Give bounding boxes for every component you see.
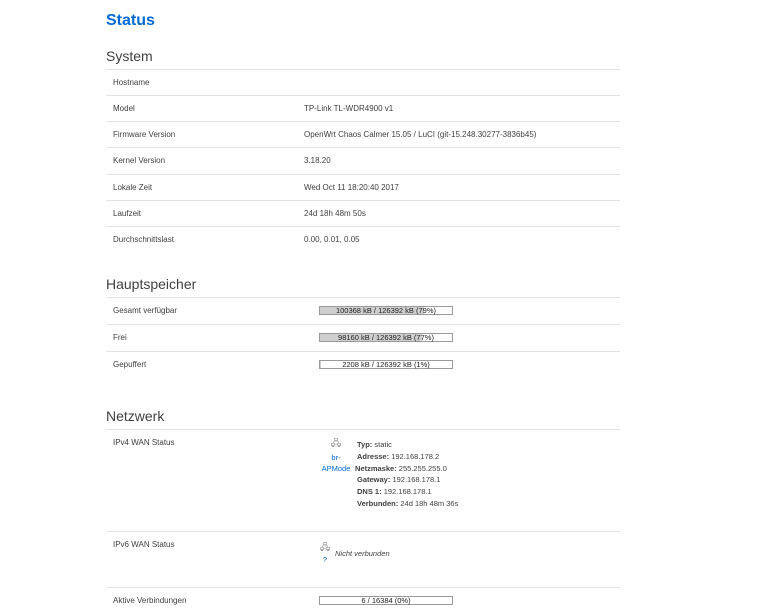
ipv4-wan-status-label: IPv4 WAN Status	[113, 438, 175, 447]
network-table	[106, 429, 620, 612]
load-average-label: Durchschnittslast	[113, 235, 174, 244]
hostname-label: Hostname	[113, 78, 150, 87]
table-row	[106, 147, 620, 174]
free-text: 98160 kB / 126392 kB (77%)	[338, 333, 434, 342]
dns-value: 192.168.178.1	[383, 487, 432, 497]
model-label: Model	[113, 104, 135, 113]
active-connections-label: Aktive Verbindungen	[113, 596, 187, 605]
gateway-value: 192.168.178.1	[392, 475, 441, 485]
gateway-label: Gateway:	[357, 475, 391, 485]
system-section-title: System	[106, 48, 153, 64]
local-time-value: Wed Oct 11 18:20:40 2017	[304, 183, 399, 192]
netmask-value: 255.255.255.0	[398, 463, 447, 473]
memory-table	[106, 297, 620, 378]
table-row	[106, 69, 620, 95]
system-table	[106, 69, 620, 252]
ipv4-interface-line1: br-	[331, 453, 341, 462]
address-value: 192.168.178.2	[391, 451, 440, 461]
buffered-label: Gepuffert	[113, 360, 147, 369]
table-row	[106, 95, 620, 121]
table-row	[106, 174, 620, 200]
uptime-label: Laufzeit	[113, 209, 142, 218]
table-row	[106, 226, 620, 252]
ipv4-details	[357, 439, 458, 510]
table-row	[106, 121, 620, 147]
dns-label: DNS 1:	[357, 487, 382, 497]
firmware-version-value: OpenWrt Chaos Calmer 15.05 / LuCI (git-15.248.30277-3836b45)	[304, 130, 537, 139]
memory-section-title: Hauptspeicher	[106, 276, 197, 292]
firmware-version-label: Firmware Version	[113, 130, 176, 139]
connected-value: 24d 18h 48m 36s	[400, 498, 459, 508]
table-row	[106, 587, 620, 612]
table-row	[106, 297, 620, 324]
total-available-bar	[319, 306, 453, 315]
address-label: Adresse:	[357, 451, 390, 461]
ipv4-interface-name[interactable]	[320, 452, 352, 474]
network-section-title: Netzwerk	[106, 408, 165, 424]
buffered-text: 2208 kB / 126392 kB (1%)	[342, 360, 430, 369]
table-row	[106, 531, 620, 587]
table-row	[106, 429, 620, 531]
free-label: Frei	[113, 333, 127, 342]
page-title: Status	[106, 12, 155, 29]
uptime-value: 24d 18h 48m 50s	[304, 209, 366, 218]
ipv6-wan-status-label: IPv6 WAN Status	[113, 540, 175, 549]
active-connections-text: 6 / 16384 (0%)	[361, 596, 411, 605]
table-row	[106, 324, 620, 351]
type-label: Typ:	[357, 440, 373, 449]
model-value: TP-Link TL-WDR4900 v1	[304, 104, 394, 113]
ipv4-interface-line2: APMode	[321, 464, 351, 473]
kernel-version-label: Kernel Version	[113, 156, 166, 165]
active-connections-bar	[319, 596, 453, 605]
ipv6-interface-name: ?	[322, 555, 328, 564]
netmask-label: Netzmaske:	[355, 463, 397, 473]
network-interface-icon: 🖧	[320, 542, 331, 552]
load-average-value: 0.00, 0.01, 0.05	[304, 235, 360, 244]
total-available-label: Gesamt verfügbar	[113, 306, 178, 315]
ipv6-status-value: Nicht verbunden	[335, 549, 390, 558]
table-row	[106, 200, 620, 226]
buffered-bar	[319, 360, 453, 369]
free-bar	[319, 333, 453, 342]
local-time-label: Lokale Zeit	[113, 183, 153, 192]
type-value: static	[374, 440, 392, 449]
kernel-version-value: 3.18.20	[304, 156, 331, 165]
connected-label: Verbunden:	[357, 498, 399, 508]
network-interface-icon: 🖧	[331, 438, 342, 448]
table-row	[106, 351, 620, 378]
total-available-text: 100368 kB / 126392 kB (79%)	[335, 306, 437, 315]
